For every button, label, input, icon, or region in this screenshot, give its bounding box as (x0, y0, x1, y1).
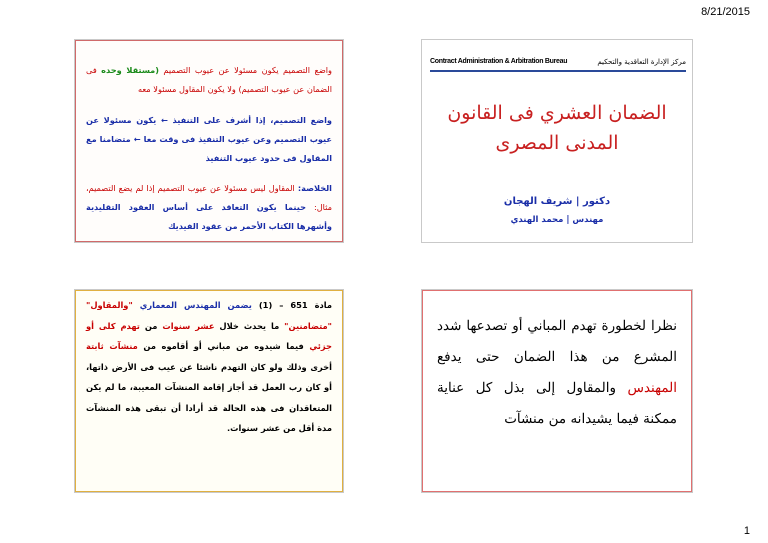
text-run: المقاول ليس مسئولا عن عيوب التصميم إذا لم يضع التصميم، مثال: (86, 183, 332, 212)
text-run: أخرى وذلك ولو كان التهدم ناشئا عن عيب فى الأرض ذاتها، أو كان رب العمل قد أجاز إقامة المنشآت المعيبة، ما لم يكن المتعاقدان فى هذه الحالة قد أرادا أن تبقى هذه المنشآت مدة أقل من عشر سنوات. (86, 361, 332, 433)
slide2-header (430, 58, 686, 70)
author-engineer: مهندس | محمد الهندي (510, 215, 604, 225)
text-run: فى الضمان عن عيوب التصميم) ولا يكون المقاول مسئولا معه (86, 65, 332, 94)
slide-article-651 (75, 290, 343, 492)
slide-summary (75, 40, 343, 242)
text-run-emphasis: "متضامنين" (284, 320, 332, 331)
slide-rationale (422, 290, 692, 492)
text-run-emphasis: حينما يكون التعاقد على أساس العقود التقليدية وأشهرها الكتاب الأحمر من عقود الفيديك (86, 202, 332, 231)
text-run: فيما شيدوه من مباني أو أقاموه من (137, 341, 310, 351)
text-run: من (139, 320, 163, 331)
presentation-title (428, 98, 686, 158)
article-number: مادة 651 – (1) (251, 300, 333, 310)
author-doctor: دكتور | شريف الهجان (503, 196, 611, 207)
page-number: 1 (743, 525, 750, 537)
rationale-text (437, 311, 677, 435)
text-run: واضع التصميم يكون مسئولا عن عيوب التصميم (159, 65, 333, 75)
org-name-english: Contract Administration & Arbitration Bureau (430, 58, 568, 65)
header-divider (430, 70, 686, 72)
text-run: يضمن المهندس المعماري (132, 300, 252, 310)
text-run-emphasis: منشآت ثابتة (86, 341, 138, 351)
title-line-2: المدنى المصرى (495, 132, 619, 154)
article-text (86, 295, 332, 439)
print-date: 8/21/2015 (701, 6, 750, 18)
text-run-emphasis: (مستقلا وحده (101, 65, 159, 75)
text-run-emphasis: "والمقاول" (86, 300, 133, 310)
slide1-paragraph-2: واضع التصميم، إذا أشرف على التنفيذ ← يكون مسئولا عن عيوب التصميم وعن عيوب التنفيذ فى وقت معا ← متضامنا مع المقاول فى حدود عيوب التنفيذ (86, 115, 332, 163)
org-name-arabic: مركز الإدارة التعاقدية والتحكيم (597, 58, 686, 66)
slide1-paragraph-3 (86, 179, 332, 236)
slide-title (422, 40, 692, 242)
text-run: والمقاول إلى بذل كل عناية ممكنة فيما يشيدانه من منشآت (437, 380, 677, 427)
text-run-emphasis: المهندس (627, 380, 677, 396)
title-line-1: الضمان العشري فى القانون (447, 102, 667, 124)
slide1-paragraph-1 (86, 61, 332, 99)
text-run-emphasis: عشر سنوات (162, 320, 215, 331)
text-run: نظرا لخطورة تهدم المباني أو تصدعها شدد المشرع من هذا الضمان حتى يدفع (437, 318, 677, 365)
text-run: ما يحدث خلال (214, 320, 285, 331)
text-run-emphasis: تهدم كلى أو جزئي (86, 320, 333, 351)
conclusion-label: الخلاصة: (297, 183, 332, 193)
